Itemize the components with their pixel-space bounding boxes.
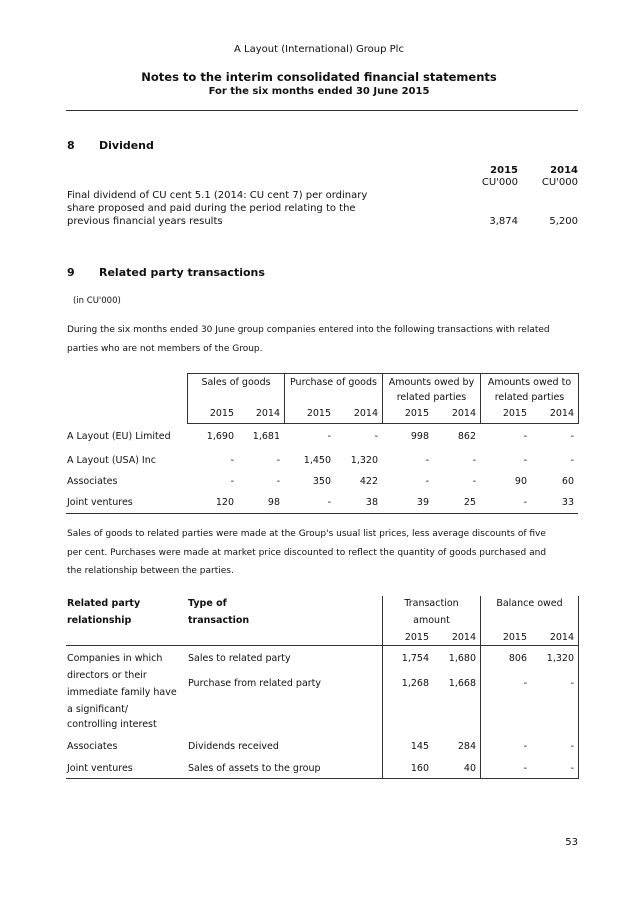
table-cell: 284 <box>457 741 476 752</box>
relationship-label: directors or their <box>67 670 147 681</box>
table-row-label: Joint ventures <box>67 497 133 508</box>
dividend-description-line-3: previous financial years results <box>67 216 223 227</box>
transaction-type: Sales of assets to the group <box>188 763 321 774</box>
table2-header-rule <box>66 645 578 646</box>
relationship-label: controlling interest <box>67 719 157 730</box>
table-cell: 998 <box>410 431 429 442</box>
year-label: 2015 <box>404 632 429 643</box>
dividend-description-line-1: Final dividend of CU cent 5.1 (2014: CU cent 7) per ordinary <box>67 190 368 201</box>
dividend-unit-2014: CU'000 <box>541 177 578 188</box>
table-row-label: Associates <box>67 476 118 487</box>
page-subtitle: For the six months ended 30 June 2015 <box>208 86 430 97</box>
intro-line-1: During the six months ended 30 June group companies entered into the following transactions with related <box>67 325 550 335</box>
table-row-label: A Layout (EU) Limited <box>67 431 171 442</box>
table1-divider <box>578 373 579 424</box>
dividend-unit-2015: CU'000 <box>481 177 518 188</box>
table-cell: - <box>230 455 234 466</box>
header-related-party: Related party <box>67 598 141 609</box>
relationship-label: Associates <box>67 741 118 752</box>
table-cell: - <box>570 741 574 752</box>
table-cell: 1,450 <box>303 455 331 466</box>
table-cell: - <box>523 497 527 508</box>
dividend-description-line-2: share proposed and paid during the period relating to the <box>67 203 356 214</box>
table-cell: 806 <box>508 653 527 664</box>
table-cell: - <box>523 431 527 442</box>
table-cell: 422 <box>359 476 378 487</box>
company-name: A Layout (International) Group Plc <box>234 44 404 55</box>
relationship-label: a significant/ <box>67 704 129 715</box>
table-cell: - <box>425 476 429 487</box>
table-cell: 38 <box>365 497 378 508</box>
header-balance-owed: Balance owed <box>496 598 563 609</box>
table-row-label: A Layout (USA) Inc <box>67 455 156 466</box>
page-number: 53 <box>565 837 578 848</box>
table-cell: - <box>472 455 476 466</box>
pricing-paragraph-line-2: per cent. Purchases were made at market price discounted to reflect the quantity of goods purchased and <box>67 548 547 558</box>
pricing-paragraph-line-1: Sales of goods to related parties were made at the Group's usual list prices, less average discounts of five <box>67 529 546 539</box>
table-cell: - <box>523 455 527 466</box>
table2-divider <box>578 596 579 779</box>
header-related-party: relationship <box>67 615 132 626</box>
table2-divider <box>480 596 481 779</box>
table-cell: 120 <box>215 497 234 508</box>
year-label: 2015 <box>209 408 234 419</box>
table-cell: 90 <box>514 476 527 487</box>
table-cell: 25 <box>463 497 476 508</box>
table-cell: 145 <box>410 741 429 752</box>
table-cell: 1,320 <box>350 455 378 466</box>
table-cell: 1,690 <box>206 431 234 442</box>
header-purchase-of-goods: Purchase of goods <box>290 377 377 388</box>
table-cell: 39 <box>416 497 429 508</box>
table-cell: - <box>570 678 574 689</box>
table-cell: - <box>570 763 574 774</box>
table2-bottom-rule <box>66 778 578 779</box>
dividend-value-2014: 5,200 <box>549 216 578 227</box>
table1-header-rule <box>187 423 578 424</box>
table-cell: 98 <box>267 497 280 508</box>
dividend-col-2014: 2014 <box>550 165 578 176</box>
table-cell: - <box>570 431 574 442</box>
relationship-label: Companies in which <box>67 653 163 664</box>
table-cell: - <box>523 763 527 774</box>
table-cell: - <box>276 476 280 487</box>
dividend-value-2015: 3,874 <box>489 216 518 227</box>
year-label: 2015 <box>404 408 429 419</box>
year-label: 2014 <box>549 632 574 643</box>
table-cell: - <box>523 678 527 689</box>
table-cell: 1,681 <box>252 431 280 442</box>
header-amounts-owed-to: related parties <box>494 392 565 403</box>
transaction-type: Dividends received <box>188 741 279 752</box>
table-cell: - <box>327 431 331 442</box>
header-amounts-owed-to: Amounts owed to <box>487 377 572 388</box>
year-label: 2014 <box>451 408 476 419</box>
section-9-heading: Related party transactions <box>99 266 265 279</box>
section-8-heading: Dividend <box>99 139 154 152</box>
table-cell: 1,268 <box>401 678 429 689</box>
table-cell: 1,680 <box>448 653 476 664</box>
table-cell: - <box>570 455 574 466</box>
table-cell: - <box>230 476 234 487</box>
table-cell: 60 <box>561 476 574 487</box>
table-cell: 160 <box>410 763 429 774</box>
page-title: Notes to the interim consolidated financial statements <box>141 70 497 84</box>
intro-line-2: parties who are not members of the Group. <box>67 344 263 354</box>
transaction-type: Sales to related party <box>188 653 291 664</box>
header-transaction-amount: amount <box>413 615 450 626</box>
header-transaction-amount: Transaction <box>404 598 459 609</box>
year-label: 2015 <box>502 632 527 643</box>
table-cell: - <box>472 476 476 487</box>
year-label: 2014 <box>255 408 280 419</box>
section-8-number: 8 <box>67 139 75 152</box>
table-cell: - <box>425 455 429 466</box>
table-cell: - <box>276 455 280 466</box>
section-9-number: 9 <box>67 266 75 279</box>
table-cell: - <box>523 741 527 752</box>
table-cell: 862 <box>457 431 476 442</box>
table-cell: 1,754 <box>401 653 429 664</box>
year-label: 2014 <box>549 408 574 419</box>
table-cell: 40 <box>463 763 476 774</box>
year-label: 2014 <box>353 408 378 419</box>
dividend-col-2015: 2015 <box>490 165 518 176</box>
table-cell: 1,320 <box>546 653 574 664</box>
table-cell: 1,668 <box>448 678 476 689</box>
year-label: 2015 <box>502 408 527 419</box>
table-cell: - <box>327 497 331 508</box>
header-type-of-transaction: Type of <box>188 598 227 609</box>
header-amounts-owed-by: related parties <box>396 392 467 403</box>
header-sales-of-goods: Sales of goods <box>201 377 271 388</box>
header-rule <box>66 110 578 111</box>
table-cell: - <box>374 431 378 442</box>
table-cell: 33 <box>561 497 574 508</box>
pricing-paragraph-line-3: the relationship between the parties. <box>67 566 234 576</box>
unit-note: (in CU'000) <box>73 296 121 306</box>
transaction-type: Purchase from related party <box>188 678 322 689</box>
table2-divider <box>382 596 383 779</box>
table-cell: 350 <box>312 476 331 487</box>
table1-bottom-rule <box>66 513 578 514</box>
year-label: 2014 <box>451 632 476 643</box>
relationship-label: Joint ventures <box>67 763 133 774</box>
year-label: 2015 <box>306 408 331 419</box>
header-type-of-transaction: transaction <box>188 615 250 626</box>
header-amounts-owed-by: Amounts owed by <box>388 377 475 388</box>
relationship-label: immediate family have <box>67 687 177 698</box>
